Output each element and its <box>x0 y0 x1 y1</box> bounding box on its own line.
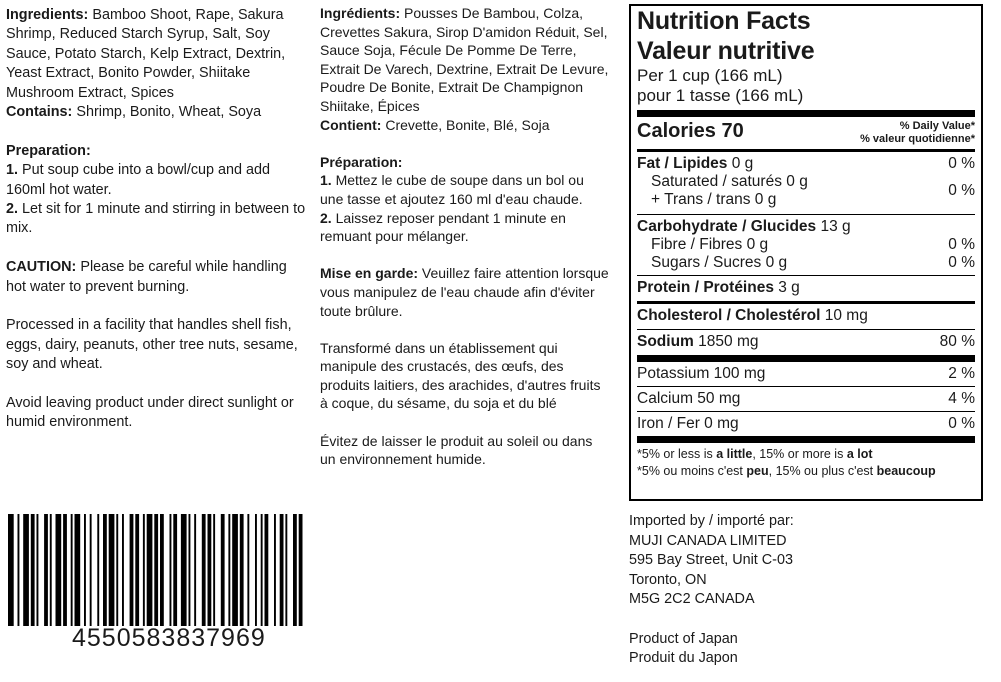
barcode-bar <box>56 514 62 626</box>
barcode-bar <box>71 514 73 626</box>
barcode-bar <box>202 514 206 626</box>
barcode-bar <box>143 514 145 626</box>
barcode-bar <box>265 514 269 626</box>
contains-text-fr: Crevette, Bonite, Blé, Soja <box>381 116 550 133</box>
fat-row: Fat / Lipides 0 g 0 % <box>637 155 975 172</box>
barcode-bar <box>189 514 191 626</box>
caution-en: CAUTION: Please be careful while handling hot water to prevent burning. <box>6 259 287 295</box>
barcode-bar <box>44 514 48 626</box>
importer-name: MUJI CANADA LIMITED <box>629 532 787 549</box>
footnote <box>637 443 975 480</box>
caution-fr: Mise en garde: Veuillez faire attention lorsque vous manipulez de l'eau chaude afin d'éviter toute brûlure. <box>320 265 609 319</box>
step1-en: 1. Put soup cube into a bowl/cup and add 160ml hot water. <box>6 162 271 198</box>
sugars-row: Sugars / Sucres 0 g 0 % <box>651 254 975 271</box>
importer-info <box>629 512 794 669</box>
sat-trans-group <box>637 173 975 209</box>
iron-row: Iron / Fer 0 mg 0 % <box>637 415 975 432</box>
barcode-bar <box>135 514 139 626</box>
contains-text-en: Shrimp, Bonito, Wheat, Soya <box>72 104 262 121</box>
barcode-bar <box>50 514 52 626</box>
barcode-bar <box>31 514 35 626</box>
step2-fr: 2. Laissez reposer pendant 1 minute en remuant pour mélanger. <box>320 209 566 245</box>
step2-en: 2. Let sit for 1 minute and stirring in between to mix. <box>6 201 306 237</box>
barcode-bar <box>293 514 297 626</box>
barcode-bar <box>90 514 92 626</box>
ingredients-en <box>6 6 306 122</box>
carbohydrate-row: Carbohydrate / Glucides 13 g <box>637 218 851 235</box>
nutrition-facts-table <box>629 4 983 501</box>
barcode-bar <box>18 514 20 626</box>
english-column <box>6 6 306 452</box>
importer-street: 595 Bay Street, Unit C-03 <box>629 552 793 569</box>
ingredients-fr <box>320 4 610 134</box>
barcode-digits: 4550583837969 <box>72 624 266 652</box>
saturated-row: Saturated / saturés 0 g <box>651 173 808 190</box>
ingredients-label-fr: Ingrédients: <box>320 5 401 21</box>
sat-trans-pct: 0 % <box>948 182 975 199</box>
barcode-bar <box>299 514 303 626</box>
barcode-bar <box>75 514 81 626</box>
barcode-bar <box>160 514 164 626</box>
barcode-bar <box>116 514 118 626</box>
facility-fr: Transformé dans un établissement qui manipule des crustacés, des œufs, des produits laitiers, des arachides, d'autres fruits à coque, du sésame, du soja et du blé <box>320 339 601 412</box>
contains-label-en: Contains: <box>6 104 73 121</box>
importer-city: Toronto, ON <box>629 571 707 588</box>
barcode-bar <box>285 514 287 626</box>
serving-size-fr: pour 1 tasse (166 mL) <box>637 86 804 105</box>
divider <box>637 436 975 443</box>
preparation-heading-en: Preparation: <box>6 142 91 159</box>
barcode-bar <box>213 514 215 626</box>
nutrition-title-en: Nutrition Facts <box>637 7 811 35</box>
serving-size-en: Per 1 cup (166 mL) <box>637 66 783 85</box>
protein-row: Protein / Protéines 3 g <box>637 279 800 296</box>
barcode-bar <box>181 514 187 626</box>
barcode-bar <box>255 514 257 626</box>
barcode-bar <box>221 514 225 626</box>
storage-en: Avoid leaving product under direct sunlight or humid environment. <box>6 395 294 431</box>
barcode-bar <box>122 514 124 626</box>
barcode-bar <box>23 514 29 626</box>
divider <box>637 355 975 362</box>
barcode-bar <box>194 514 196 626</box>
facility-en: Processed in a facility that handles shell fish, eggs, dairy, peanuts, other tree nuts, sesame, soy and wheat. <box>6 317 298 373</box>
barcode-bar <box>103 514 107 626</box>
step1-fr: 1. Mettez le cube de soupe dans un bol ou une tasse et ajoutez 160 ml d'eau chaude. <box>320 172 584 207</box>
importer-line: Imported by / importé par: <box>629 513 794 529</box>
nutrition-title-fr: Valeur nutritive <box>637 37 815 65</box>
barcode-bar <box>170 514 172 626</box>
footnote-en: *5% or less is a little, 15% or more is a lot <box>637 447 873 461</box>
barcode-bar <box>97 514 99 626</box>
barcode-bar <box>173 514 177 626</box>
importer-postal: M5G 2C2 CANADA <box>629 591 755 608</box>
barcode-bar <box>247 514 249 626</box>
footnote-fr: *5% ou moins c'est peu, 15% ou plus c'est beaucoup <box>637 464 936 478</box>
calories-row <box>637 117 975 146</box>
barcode-bar <box>63 514 67 626</box>
barcode-bar <box>261 514 263 626</box>
ingredients-text-en: Bamboo Shoot, Rape, Sakura Shrimp, Reduced Starch Syrup, Salt, Soy Sauce, Potato Starch, Kelp Extract, Dextrin, Yeast Extract, Bonito Powder, Shiitake Mushroom Extract, Spices <box>6 7 286 101</box>
storage-fr: Évitez de laisser le produit au soleil ou dans un environnement humide. <box>320 432 593 468</box>
barcode-bar <box>280 514 284 626</box>
divider <box>637 110 975 117</box>
preparation-heading-fr: Préparation: <box>320 153 403 170</box>
barcode-bar <box>232 514 238 626</box>
fat-pct: 0 % <box>948 155 975 172</box>
barcode-bar <box>147 514 153 626</box>
barcode-bar <box>228 514 230 626</box>
barcode-bar <box>130 514 134 626</box>
barcode-bar <box>274 514 276 626</box>
calories-label: Calories 70 <box>637 120 744 142</box>
trans-row: + Trans / trans 0 g <box>651 191 777 208</box>
barcode-bar <box>208 514 212 626</box>
barcode-bar <box>84 514 86 626</box>
ingredients-text-fr: Pousses De Bambou, Colza, Crevettes Sakura, Sirop D'amidon Réduit, Sel, Sauce Soja, Fécule De Pomme De Terre, Extrait De Varech, Dextrine, Extrait De Levure, Poudre De Bonite, Extrait De Champignon Shiitake, Épices <box>320 5 609 114</box>
barcode-bar <box>37 514 39 626</box>
cholesterol-row: Cholesterol / Cholestérol 10 mg <box>637 307 868 324</box>
potassium-row: Potassium 100 mg 2 % <box>637 365 975 382</box>
barcode-bar <box>8 514 14 626</box>
daily-value-header: % Daily Value* % valeur quotidienne* <box>860 120 975 145</box>
barcode-image <box>8 514 354 626</box>
barcode-bar <box>154 514 158 626</box>
origin-en: Product of Japan <box>629 630 738 647</box>
barcode-bar <box>240 514 244 626</box>
origin-fr: Produit du Japon <box>629 650 738 667</box>
fibre-row: Fibre / Fibres 0 g 0 % <box>651 236 975 253</box>
ingredients-label-en: Ingredients: <box>6 7 89 23</box>
contains-label-fr: Contient: <box>320 116 382 133</box>
calcium-row: Calcium 50 mg 4 % <box>637 390 975 407</box>
sodium-row: Sodium 1850 mg 80 % <box>637 333 975 350</box>
barcode-bar <box>109 514 115 626</box>
french-column <box>320 4 610 487</box>
